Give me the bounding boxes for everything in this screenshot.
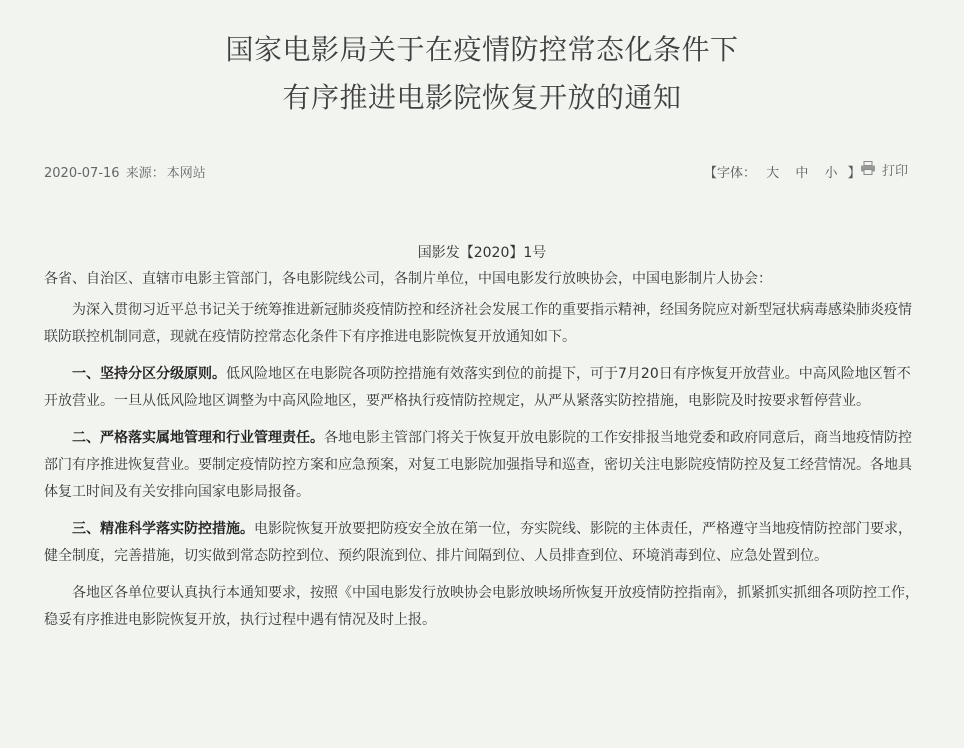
paragraph-closing [44,580,920,634]
font-size-close: 】 [847,166,861,181]
section-heading: 二、严格落实属地管理和行业管理责任。 [72,430,324,446]
print-label: 打印 [882,164,909,179]
paragraph-text: 电影院恢复开放要把防疫安全放在第一位，夯实院线、影院的主体责任，严格遵守当地疫情防控部门要求，健全制度，完善措施，切实做到常态防控到位、预约限流到位、排片间隔到位、人员排查到位、环境消毒到位、应急处置到位。 [44,521,912,564]
paragraph-text: 各地区各单位要认真执行本通知要求，按照《中国电影发行放映协会电影放映场所恢复开放疫情防控指南》，抓紧抓实抓细各项防控工作，稳妥有序推进电影院恢复开放，执行过程中遇有情况及时上报。 [44,585,919,628]
page-title-line-1: 国家电影局关于在疫情防控常态化条件下 [225,33,739,66]
paragraph-section-1 [44,361,920,415]
font-size-large-button[interactable]: 大 [766,166,780,181]
document-body [44,266,920,634]
section-heading: 一、坚持分区分级原则。 [72,366,226,382]
source-name: 本网站 [166,166,206,181]
paragraph-intro [44,297,920,351]
paragraph-text: 为深入贯彻习近平总书记关于统筹推进新冠肺炎疫情防控和经济社会发展工作的重要指示精神，经国务院应对新型冠状病毒感染肺炎疫情联防联控机制同意，现就在疫情防控常态化条件下有序推进电影院恢复开放通知如下。 [44,302,912,345]
font-size-small-button[interactable]: 小 [824,166,838,181]
salutation: 各省、自治区、直辖市电影主管部门，各电影院线公司，各制片单位，中国电影发行放映协会，中国电影制片人协会： [44,271,772,287]
publish-date: 2020-07-16 [44,166,120,181]
paragraph-text: 各地电影主管部门将关于恢复开放电影院的工作安排报当地党委和政府同意后，商当地疫情防控部门有序推进恢复营业。要制定疫情防控方案和应急预案，对复工电影院加强指导和巡查，密切关注电影院疫情防控及复工经营情况。各地具体复工时间及有关安排向国家电影局报备。 [44,430,912,500]
paragraph-section-2 [44,425,920,506]
section-heading: 三、精准科学落实防控措施。 [72,521,254,537]
font-size-control [704,162,861,181]
font-size-open: 【字体： [704,166,757,181]
page-title-line-2: 有序推进电影院恢复开放的通知 [282,81,682,114]
source-label: 来源： [125,166,165,181]
font-size-medium-button[interactable]: 中 [795,166,809,181]
paragraph-section-3 [44,516,920,570]
printer-icon [860,161,882,179]
document-number: 国影发【2020】1号 [417,245,547,261]
paragraph-text: 低风险地区在电影院各项防控措施有效落实到位的前提下，可于7月20日有序恢复开放营业。中高风险地区暂不开放营业。一旦从低风险地区调整为中高风险地区，要严格执行疫情防控规定，从严从紧落实防控措施，电影院及时按要求暂停营业。 [44,366,911,409]
print-button[interactable] [860,160,908,179]
article-meta [44,162,208,181]
